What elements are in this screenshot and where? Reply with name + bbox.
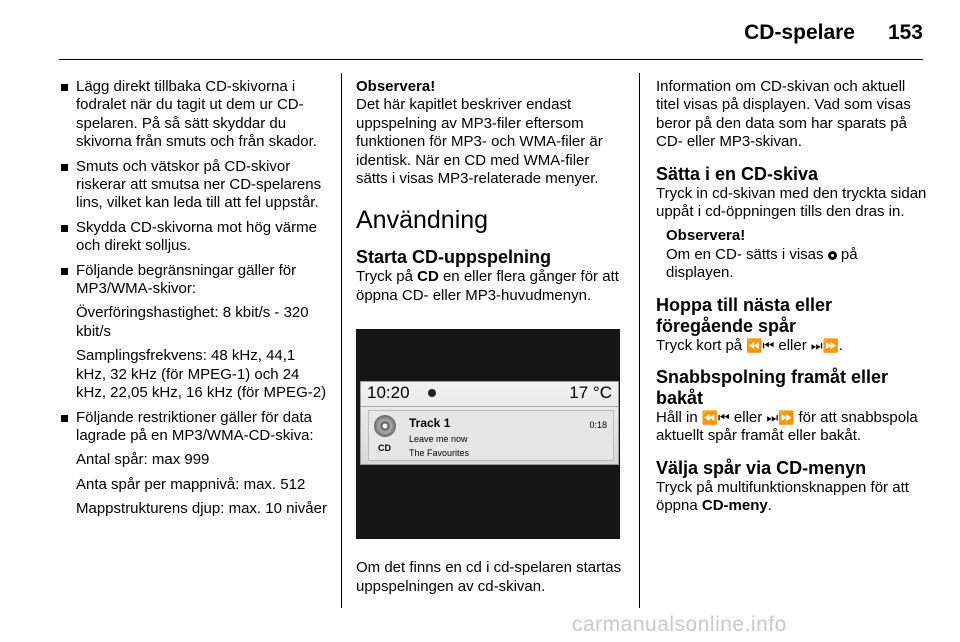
- after-image-paragraph: Om det finns en cd i cd-spelaren startas uppspelningen av cd-skivan.: [356, 559, 622, 595]
- track-panel: [368, 410, 614, 461]
- heading-start-cd: Starta CD-uppspelning: [356, 247, 552, 268]
- list-item: Lägg direkt tillbaka CD-skivorna i fodralet när du tagit ut dem ur CD-spelaren. På så sätt skyddar du skivorna från smuts och från skador.: [59, 78, 329, 152]
- clock: 10:20: [367, 383, 410, 403]
- fast-paragraph: Håll in ⏪⏮ eller ⏭⏩ för att snabbspola aktuellt spår framåt eller bakåt.: [656, 409, 918, 445]
- note-text: Om en CD- sätts i visas på displayen.: [666, 245, 858, 282]
- cd-indicator-icon: [428, 389, 436, 397]
- list-item: Följande restriktioner gäller för data lagrade på en MP3/WMA-CD-skiva: Antal spår: max 999 Anta spår per mappnivå: max. 512 Mappstrukturens djup: max. 10 nivåer: [59, 409, 329, 519]
- heading-skip-track: Hoppa till nästa eller föregående spår: [656, 294, 833, 336]
- radio-display: [360, 381, 619, 465]
- watermark: carmanualsonline.info: [572, 613, 787, 636]
- next-track-icon: ⏭⏩: [810, 337, 839, 353]
- track-title: Track 1: [409, 416, 451, 431]
- heading-insert-cd: Sätta i en CD-skiva: [656, 163, 819, 184]
- page-header: [0, 0, 960, 60]
- cd-icon: [828, 251, 837, 260]
- display-status-bar: [361, 382, 618, 407]
- column-divider: [639, 73, 640, 608]
- start-paragraph: Tryck på CD en eller flera gånger för att öppna CD- eller MP3-huvudmenyn.: [356, 268, 619, 304]
- section-title: Användning: [356, 206, 489, 235]
- temperature: 17 °C: [569, 383, 612, 403]
- cd-disc-icon: [374, 415, 396, 437]
- heading-cd-menu: Välja spår via CD-menyn: [656, 457, 867, 478]
- note-text: Det här kapitlet beskriver endast uppspelning av MP3-filer eftersom funktionen för MP3- och WMA-filer är identisk. När en CD med WMA-filer sätts i visas MP3-relaterade menyer.: [356, 96, 603, 188]
- page-number: 153: [887, 21, 923, 44]
- column-2: [356, 78, 624, 596]
- spec-line: Överföringshastighet: 8 kbit/s - 320 kbit/s: [76, 304, 309, 340]
- list-item: Skydda CD-skivorna mot hög värme och direkt solljus.: [59, 219, 329, 256]
- display-screenshot: [356, 329, 620, 539]
- note-title: Observera!: [666, 227, 746, 245]
- fast-forward-icon: ⏭⏩: [766, 410, 795, 426]
- heading-fast-forward: Snabbspolning framåt eller bakåt: [656, 367, 889, 409]
- column-3: [656, 78, 928, 516]
- note-box: [656, 227, 928, 282]
- insert-paragraph: Tryck in cd-skivan med den tryckta sidan uppåt i cd-öppningen tills den dras in.: [656, 184, 927, 221]
- spec-line: Antal spår: max 999: [76, 451, 210, 469]
- track-album: The Favourites: [409, 448, 470, 459]
- track-time: 0:18: [589, 420, 607, 431]
- rewind-icon: ⏪⏮: [701, 410, 730, 426]
- spec-line: Anta spår per mappnivå: max. 512: [76, 475, 306, 493]
- list-item: Följande begränsningar gäller för MP3/WMA-skivor: Överföringshastighet: 8 kbit/s - 320 kbit/s Samplingsfrekvens: 48 kHz, 44,1 kHz, 32 kHz (för MPEG-1) och 24 kHz, 22,05 kHz, 16 kHz (för MPEG-2): [59, 262, 329, 403]
- track-artist: Leave me now: [409, 434, 468, 445]
- previous-track-icon: ⏪⏮: [746, 337, 775, 353]
- bullet-list: [59, 78, 329, 519]
- column-1: [59, 78, 329, 525]
- header-rule: [59, 59, 923, 60]
- list-item: Smuts och vätskor på CD-skivor riskerar att smutsa ner CD-spelarens lins, vilket kan leda till att fel uppstår.: [59, 158, 329, 213]
- menu-paragraph: Tryck på multifunktionsknappen för att öppna CD-meny.: [656, 478, 909, 515]
- note-title: Observera!: [356, 78, 436, 95]
- skip-paragraph: Tryck kort på ⏪⏮ eller ⏭⏩.: [656, 336, 843, 354]
- page-title: CD-spelare: [744, 21, 855, 44]
- column-divider: [341, 73, 342, 608]
- spec-line: Mappstrukturens djup: max. 10 nivåer: [76, 500, 327, 518]
- spec-line: Samplingsfrekvens: 48 kHz, 44,1 kHz, 32 kHz (för MPEG-1) och 24 kHz, 22,05 kHz, 16 kHz (för MPEG-2): [76, 347, 327, 402]
- intro-paragraph: Information om CD-skivan och aktuell titel visas på displayen. Vad som visas beror på den data som har sparats på CD- eller MP3-skivan.: [656, 78, 911, 151]
- cd-label: CD: [378, 443, 391, 454]
